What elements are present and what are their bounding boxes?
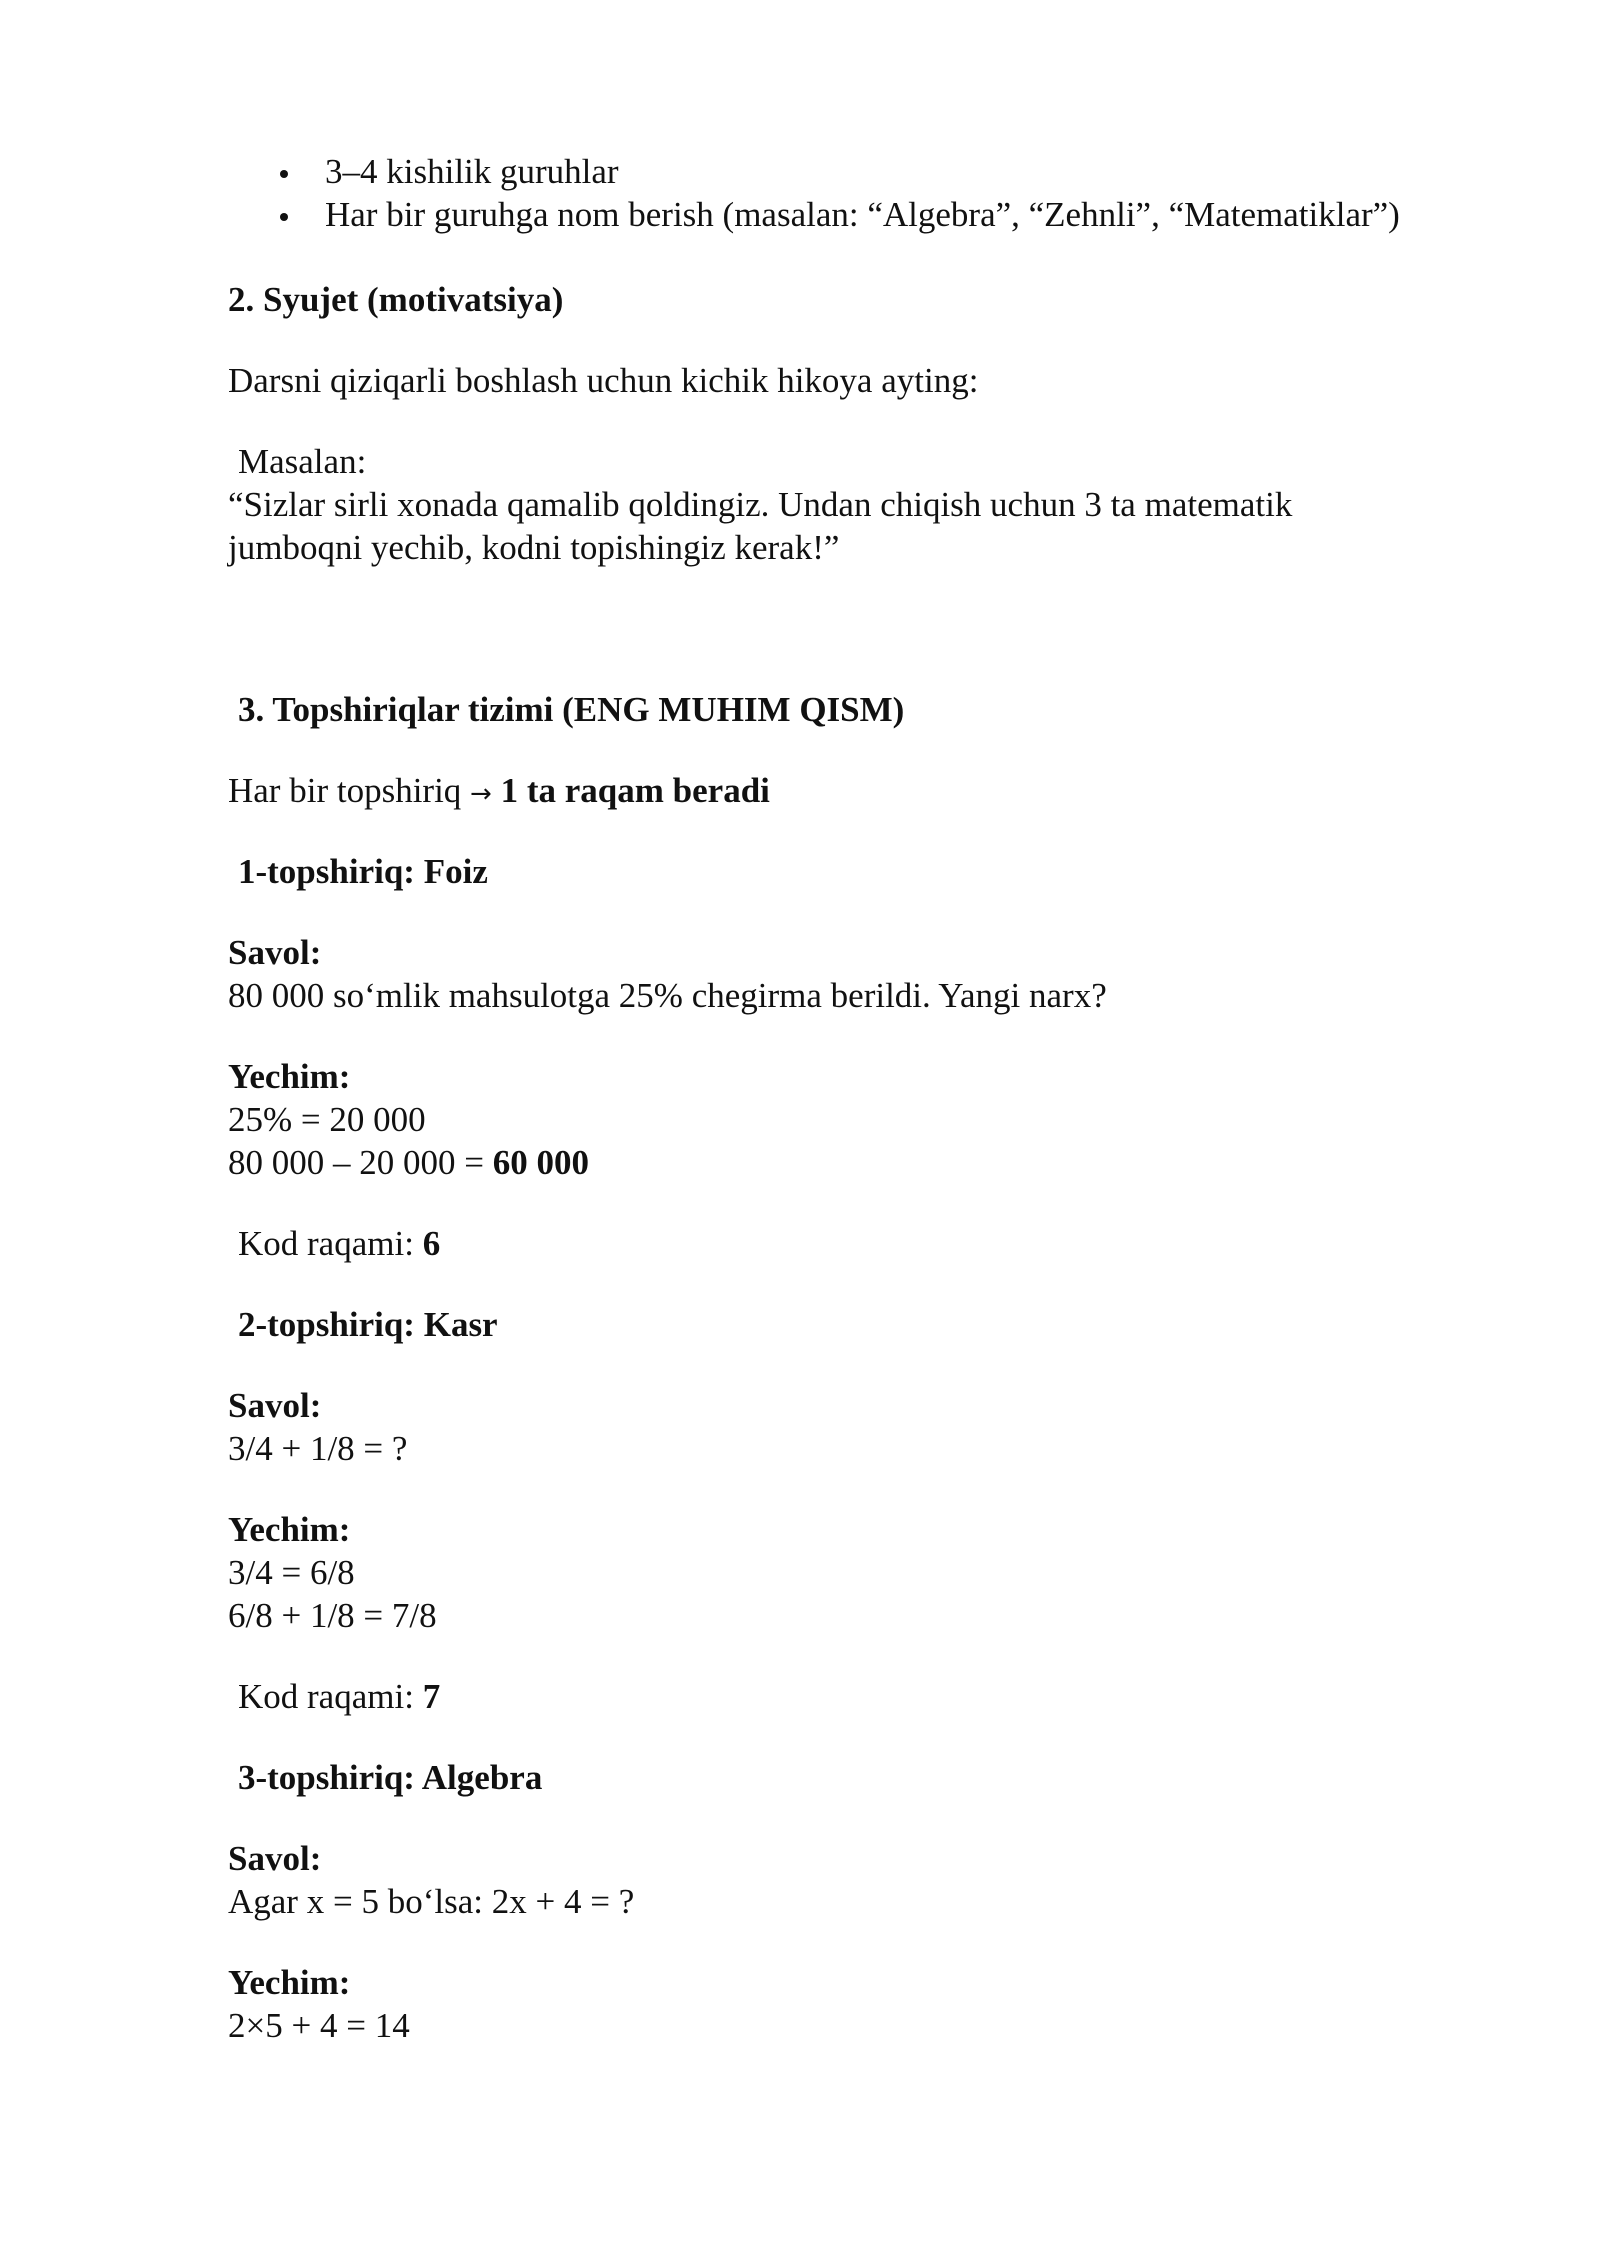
list-item <box>228 193 1578 236</box>
arrow-icon: → <box>470 779 492 809</box>
task-3-solution <box>228 1961 1528 2047</box>
solution-result: 60 000 <box>492 1143 589 1182</box>
bullet-icon <box>280 170 288 178</box>
task-1-title: 1-topshiriq: Foiz <box>238 852 488 891</box>
solution-line: 3/4 = 6/8 <box>228 1553 355 1592</box>
group-bullet-list <box>228 150 1578 236</box>
code-label: Kod raqami: <box>238 1677 423 1716</box>
solution-line: 25% = 20 000 <box>228 1100 426 1139</box>
rule-bold: 1 ta raqam beradi <box>500 771 770 810</box>
section-2-heading: 2. Syujet (motivatsiya) <box>228 280 564 319</box>
bullet-icon <box>280 213 288 221</box>
question-text: 80 000 so‘mlik mahsulotga 25% chegirma berildi. Yangi narx? <box>228 976 1107 1015</box>
task-1-solution <box>228 1055 1528 1184</box>
question-label: Savol: <box>228 1839 322 1878</box>
quote-line: jumboqni yechib, kodni topishingiz kerak!” <box>228 528 840 567</box>
list-item <box>228 150 1578 193</box>
solution-line: 2×5 + 4 = 14 <box>228 2006 410 2045</box>
task-1-code <box>238 1222 1538 1265</box>
solution-label: Yechim: <box>228 1963 351 2002</box>
task-2-question <box>228 1384 1528 1470</box>
section-3-rule <box>228 769 1528 816</box>
rule-prefix: Har bir topshiriq <box>228 771 462 810</box>
solution-label: Yechim: <box>228 1057 351 1096</box>
task-3-title: 3-topshiriq: Algebra <box>238 1758 543 1797</box>
solution-label: Yechim: <box>228 1510 351 1549</box>
question-text: Agar x = 5 bo‘lsa: 2x + 4 = ? <box>228 1882 635 1921</box>
solution-line: 6/8 + 1/8 = 7/8 <box>228 1596 437 1635</box>
task-2-title: 2-topshiriq: Kasr <box>238 1305 498 1344</box>
solution-line <box>228 1141 1528 1184</box>
section-2-example <box>228 440 1528 569</box>
code-label: Kod raqami: <box>238 1224 423 1263</box>
question-text: 3/4 + 1/8 = ? <box>228 1429 408 1468</box>
task-2-solution <box>228 1508 1528 1637</box>
solution-line-prefix: 80 000 – 20 000 = <box>228 1143 493 1182</box>
example-label: Masalan: <box>238 442 367 481</box>
section-3-heading: 3. Topshiriqlar tizimi (ENG MUHIM QISM) <box>238 690 905 729</box>
bullet-text: Har bir guruhga nom berish (masalan: “Algebra”, “Zehnli”, “Matematiklar”) <box>325 195 1400 234</box>
question-label: Savol: <box>228 1386 322 1425</box>
task-2-code <box>238 1675 1538 1718</box>
section-2-intro: Darsni qiziqarli boshlash uchun kichik hikoya ayting: <box>228 361 979 400</box>
code-value: 6 <box>422 1224 441 1263</box>
quote-line: “Sizlar sirli xonada qamalib qoldingiz. Undan chiqish uchun 3 ta matematik <box>228 485 1293 524</box>
code-value: 7 <box>422 1677 441 1716</box>
task-3-question <box>228 1837 1528 1923</box>
task-1-question <box>228 931 1528 1017</box>
question-label: Savol: <box>228 933 322 972</box>
bullet-text: 3–4 kishilik guruhlar <box>325 152 619 191</box>
